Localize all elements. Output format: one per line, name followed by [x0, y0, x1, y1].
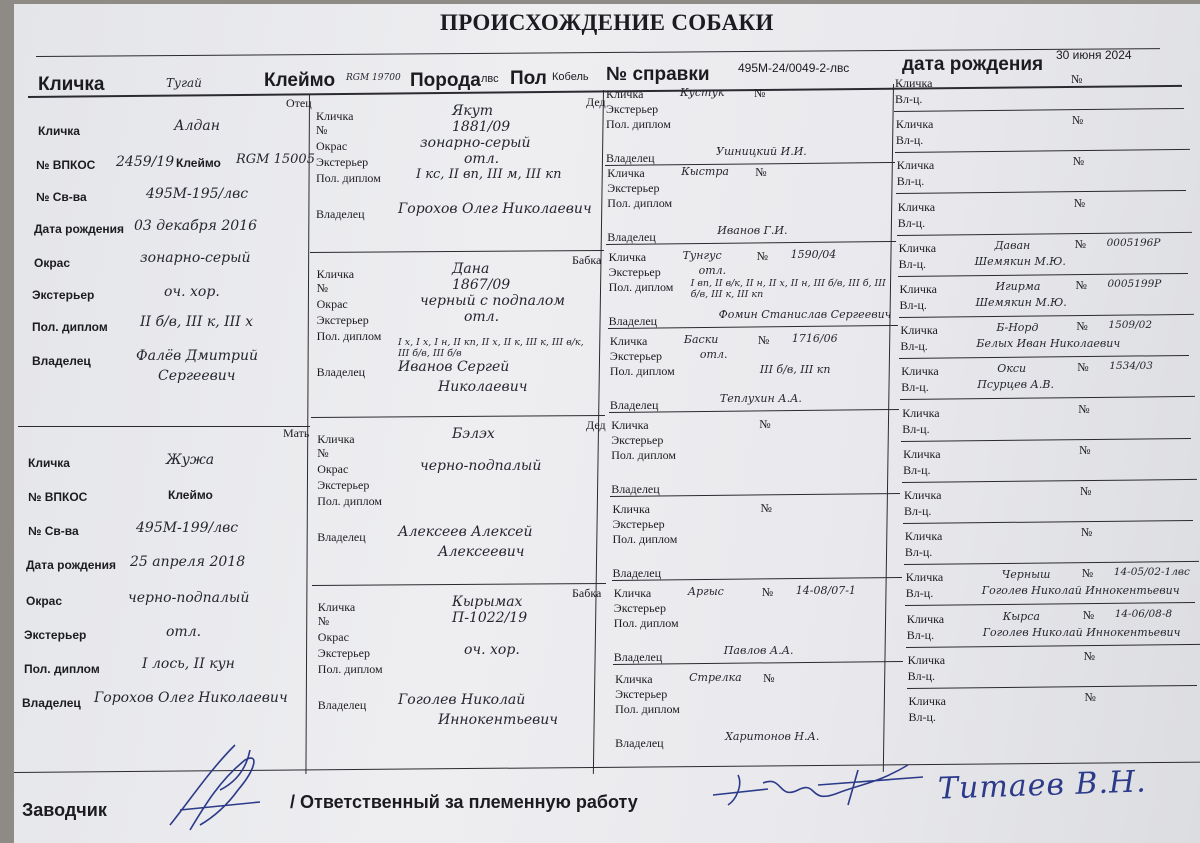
father-brand-label: Клеймо	[176, 156, 221, 170]
father-color-label: Окрас	[34, 256, 71, 270]
mother-owner: Горохов Олег Николаевич	[94, 690, 288, 706]
gen3-num: 1590/04	[790, 248, 837, 261]
gen3-owner-label: Владелец	[608, 314, 658, 328]
mother-dip: I лось, II кун	[142, 656, 235, 672]
gen3-name-label: Кличка	[615, 672, 653, 686]
gen3-dip: I вп, II в/к, II н, II х, II н, III б/в, III б, III б/в, III к, III кп	[690, 278, 886, 300]
gen2-dip-label: Пол. диплом	[317, 494, 382, 508]
gen4-vlc-label: Вл-ц.	[898, 257, 927, 271]
gen4-name-label: Кличка	[902, 406, 940, 420]
gen3-name: Баски	[683, 333, 719, 346]
gen4-name: Игирма	[995, 280, 1041, 293]
gen4-name-label: Кличка	[906, 612, 945, 626]
gen2-num-label: №	[317, 614, 330, 628]
header-sex-value: Кобель	[552, 71, 589, 83]
gen2-color: черный с подпалом	[420, 293, 565, 309]
gen3-owner-label: Владелец	[607, 230, 656, 244]
gen3-name-label: Кличка	[607, 166, 645, 180]
gen2-num: П-1022/19	[452, 610, 528, 626]
document-title: ПРОИСХОЖДЕНИЕ СОБАКИ	[440, 10, 774, 35]
gen4-name: Черныш	[1001, 568, 1051, 581]
mother-name-label: Кличка	[28, 456, 70, 470]
gen4-name-label: Кличка	[905, 570, 944, 584]
gen3-owner: Теплухин А.А.	[719, 392, 802, 405]
mother-ext: отл.	[166, 624, 202, 640]
gen4-vlc-label: Вл-ц.	[897, 216, 926, 230]
gen2-ext-label: Экстерьер	[316, 155, 369, 169]
gen4-vlc-label: Вл-ц.	[904, 545, 933, 559]
gen2-color: черно-подпалый	[420, 458, 542, 474]
mother-role: Мать	[283, 426, 310, 440]
father-dob-label: Дата рождения	[34, 222, 125, 236]
gen2-name-label: Кличка	[316, 109, 354, 123]
gen4-vlc-label: Вл-ц.	[895, 92, 923, 106]
gen3-owner-label: Владелец	[613, 650, 663, 664]
gen4-owner: Псурцев А.В.	[977, 378, 1054, 391]
father-sv: 495М-195/лвс	[146, 186, 249, 202]
mother-ext-label: Экстерьер	[24, 628, 87, 642]
gen3-dip-label: Пол. диплом	[615, 702, 680, 716]
gen3-owner: Фомин Станислав Сергеевич	[718, 308, 892, 321]
gen4-num-label: №	[1075, 278, 1087, 292]
father-dip: II б/в, III к, III х	[140, 314, 254, 330]
gen3-name-label: Кличка	[606, 87, 644, 101]
gen2-num: 1867/09	[452, 277, 511, 293]
gen3-owner: Павлов А.А.	[723, 644, 794, 657]
gen4-vlc-label: Вл-ц.	[901, 380, 929, 394]
gen3-ext-label: Экстерьер	[613, 601, 666, 615]
mother-color: черно-подпалый	[128, 590, 250, 606]
gen2-owner-label: Владелец	[316, 207, 365, 221]
gen4-num: 0005196Р	[1106, 237, 1161, 249]
header-birth-label: дата рождения	[902, 54, 1044, 75]
gen3-dip-label: Пол. диплом	[613, 616, 679, 630]
father-dob: 03 декабря 2016	[134, 218, 257, 234]
gen3-num-label: №	[761, 585, 774, 599]
gen2-dip-label: Пол. диплом	[316, 329, 382, 343]
gen3-owner-label: Владелец	[611, 482, 660, 496]
header-sex-label: Пол	[510, 68, 547, 89]
header-breed-value: лвс	[481, 73, 499, 85]
father-owner-line1: Фалёв Дмитрий	[136, 348, 259, 364]
gen4-name-label: Кличка	[899, 282, 937, 296]
gen3-owner-label: Владелец	[612, 566, 661, 580]
header-cert-label: № справки	[606, 64, 710, 85]
gen4-num-label: №	[1073, 196, 1086, 210]
gen3-dip-label: Пол. диплом	[607, 196, 673, 210]
mother-dob: 25 апреля 2018	[130, 554, 246, 570]
gen2-role: Дед	[586, 418, 606, 432]
gen2-role: Бабка	[572, 253, 602, 267]
gen4-num-label: №	[1076, 319, 1088, 333]
gen4-owner: Шемякин М.Ю.	[974, 255, 1066, 268]
header-brand-value: RGM 19700	[346, 73, 401, 83]
father-role: Отец	[286, 96, 312, 110]
gen3-ext-label: Экстерьер	[607, 181, 660, 195]
mother-dip-label: Пол. диплом	[24, 662, 100, 676]
gen3-owner-label: Владелец	[606, 151, 655, 165]
gen4-vlc-label: Вл-ц.	[895, 133, 924, 147]
gen2-color-label: Окрас	[316, 139, 348, 153]
responsible-signature-text: Титаев В.Н.	[937, 764, 1148, 807]
gen4-name-label: Кличка	[896, 158, 935, 172]
gen4-num-label: №	[1082, 608, 1095, 622]
gen4-name-label: Кличка	[908, 694, 946, 708]
gen3-ext: отл.	[698, 264, 727, 277]
gen3-owner: Иванов Г.И.	[717, 224, 788, 237]
breeder-label: Заводчик	[22, 800, 107, 820]
gen4-owner: Гоголев Николай Иннокентьевич	[981, 584, 1180, 597]
gen2-owner-line2: Николаевич	[438, 379, 528, 395]
gen3-owner-label: Владелец	[609, 398, 659, 412]
gen2-name-label: Кличка	[317, 600, 356, 614]
gen4-name-label: Кличка	[901, 364, 939, 378]
gen3-ext-label: Экстерьер	[612, 517, 665, 531]
gen2-name-label: Кличка	[316, 267, 355, 281]
gen4-num-label: №	[1072, 154, 1085, 168]
gen4-num-label: №	[1084, 690, 1096, 704]
gen3-owner-label: Владелец	[615, 736, 664, 750]
gen2-name: Бэлэх	[452, 426, 495, 442]
gen4-name: Даван	[994, 239, 1031, 252]
gen3-num-label: №	[763, 671, 775, 685]
gen2-dip: I х, I х, I н, II кп, II х, II к, III к, III в/к, III б/в, III б/в	[398, 337, 584, 359]
gen4-name-label: Кличка	[904, 488, 942, 502]
gen4-vlc-label: Вл-ц.	[906, 628, 935, 642]
gen4-name-label: Кличка	[895, 76, 933, 90]
father-dip-label: Пол. диплом	[32, 320, 108, 334]
gen2-color-label: Окрас	[317, 630, 349, 644]
gen4-name: Кырса	[1002, 610, 1040, 623]
gen4-num-label: №	[1080, 525, 1093, 539]
gen4-num-label: №	[1077, 360, 1089, 374]
gen3-name: Тунгус	[682, 249, 722, 262]
gen3-dip: III б/в, III кп	[759, 363, 831, 376]
gen4-owner: Гоголев Николай Иннокентьевич	[982, 626, 1181, 639]
gen2-ext-label: Экстерьер	[316, 313, 369, 327]
gen4-num: 14-06/08-8	[1114, 608, 1173, 620]
header-birth-value: 30 июня 2024	[1056, 48, 1132, 62]
header-name-value: Тугай	[166, 76, 202, 90]
gen2-owner-line1: Горохов Олег Николаевич	[398, 201, 592, 217]
gen4-num-label: №	[1079, 443, 1091, 457]
header-cert-value: 495М-24/0049-2-лвс	[738, 61, 850, 75]
gen3-name: Кыстра	[681, 165, 729, 178]
gen4-num: 1534/03	[1109, 360, 1153, 372]
gen2-owner-line1: Гоголев Николай	[398, 692, 526, 708]
header-breed-label: Порода	[410, 70, 481, 91]
father-sv-label: № Св-ва	[36, 190, 87, 204]
gen4-vlc-label: Вл-ц.	[903, 463, 931, 477]
gen4-num-label: №	[1083, 649, 1096, 663]
gen3-ext-label: Экстерьер	[611, 433, 664, 447]
gen4-name-label: Кличка	[898, 241, 937, 255]
gen2-ext-label: Экстерьер	[317, 646, 370, 660]
gen3-ext-label: Экстерьер	[608, 265, 661, 279]
gen3-name-label: Кличка	[611, 418, 649, 432]
gen4-vlc-label: Вл-ц.	[902, 422, 930, 436]
mother-dob-label: Дата рождения	[26, 558, 117, 572]
gen3-dip-label: Пол. диплом	[606, 117, 671, 131]
gen4-num-label: №	[1071, 113, 1084, 127]
gen4-num-label: №	[1080, 484, 1092, 498]
gen2-dip: I кс, II вп, III м, III кп	[416, 167, 562, 182]
gen4-num-label: №	[1074, 237, 1087, 251]
gen4-num: 0005199Р	[1107, 278, 1162, 290]
gen2-color: зонарно-серый	[420, 135, 531, 151]
gen3-dip-label: Пол. диплом	[609, 364, 675, 378]
gen3-num-label: №	[760, 501, 772, 515]
father-ext: оч. хор.	[164, 284, 220, 300]
gen4-vlc-label: Вл-ц.	[907, 669, 936, 683]
gen4-name-label: Кличка	[904, 529, 943, 543]
gen4-name: Окси	[997, 362, 1027, 375]
father-ext-label: Экстерьер	[32, 288, 95, 302]
father-vpkos-label: № ВПКОС	[36, 158, 96, 172]
gen2-name-label: Кличка	[317, 432, 355, 446]
gen4-name: Б-Норд	[996, 321, 1039, 334]
gen3-dip-label: Пол. диплом	[608, 280, 674, 294]
father-color: зонарно-серый	[140, 250, 251, 266]
gen4-name-label: Кличка	[897, 200, 936, 214]
gen2-num-label: №	[316, 281, 329, 295]
mother-color-label: Окрас	[26, 594, 63, 608]
gen2-name: Дана	[452, 261, 490, 277]
mother-owner-label: Владелец	[22, 696, 81, 710]
gen3-owner: Ушницкий И.И.	[716, 145, 807, 158]
gen2-role: Дед	[586, 95, 606, 109]
gen4-vlc-label: Вл-ц.	[899, 298, 927, 312]
gen2-name: Якут	[452, 103, 494, 119]
gen2-dip-label: Пол. диплом	[317, 662, 383, 676]
gen3-num-label: №	[759, 417, 771, 431]
gen4-num: 1509/02	[1108, 319, 1153, 331]
gen3-ext-label: Экстерьер	[606, 102, 659, 116]
gen2-owner-line1: Алексеев Алексей	[398, 524, 533, 540]
father-brand: RGM 15005	[236, 152, 315, 167]
father-vpkos: 2459/19	[116, 154, 175, 170]
gen3-name: Кустук	[680, 86, 725, 99]
gen3-dip-label: Пол. диплом	[611, 448, 676, 462]
father-name: Алдан	[174, 118, 220, 134]
gen4-vlc-label: Вл-ц.	[905, 586, 934, 600]
gen4-num-label: №	[1078, 402, 1090, 416]
gen3-num: 1716/06	[791, 332, 838, 345]
gen2-owner-label: Владелец	[317, 698, 367, 712]
header-brand-label: Клеймо	[264, 70, 336, 91]
father-owner-label: Владелец	[32, 354, 91, 368]
gen4-name-label: Кличка	[907, 653, 946, 667]
gen4-vlc-label: Вл-ц.	[900, 339, 928, 353]
mother-name: Жужа	[166, 452, 215, 468]
gen3-owner: Харитонов Н.А.	[725, 730, 820, 743]
gen4-vlc-label: Вл-ц.	[904, 504, 932, 518]
gen4-name-label: Кличка	[895, 117, 934, 131]
gen3-num-label: №	[754, 86, 766, 100]
breeder-signature-icon	[150, 730, 290, 840]
father-name-label: Кличка	[38, 124, 80, 138]
gen2-owner-label: Владелец	[316, 365, 366, 379]
gen2-name: Кырымах	[452, 594, 523, 610]
gen4-num-label: №	[1071, 72, 1083, 86]
gen3-name-label: Кличка	[608, 250, 647, 264]
gen3-name-label: Кличка	[612, 502, 650, 516]
gen3-num: 14-08/07-1	[795, 584, 856, 597]
gen4-name-label: Кличка	[900, 323, 938, 337]
mother-vpkos-label: № ВПКОС	[28, 490, 88, 504]
responsible-signature-icon	[708, 755, 938, 815]
gen2-owner-label: Владелец	[317, 530, 366, 544]
gen3-dip-label: Пол. диплом	[612, 532, 678, 546]
gen2-ext: отл.	[464, 309, 500, 325]
gen3-num-label: №	[755, 165, 767, 179]
gen2-color-label: Окрас	[317, 462, 349, 476]
gen3-ext-label: Экстерьер	[615, 687, 668, 701]
gen3-ext-label: Экстерьер	[609, 349, 663, 363]
gen2-num: 1881/09	[452, 119, 511, 135]
gen2-num-label: №	[317, 446, 329, 460]
gen4-owner: Белых Иван Николаевич	[976, 337, 1121, 350]
parents-divider	[18, 426, 310, 427]
mother-sv-label: № Св-ва	[28, 524, 79, 538]
header-name-label: Кличка	[38, 74, 105, 95]
gen4-num-label: №	[1081, 566, 1094, 580]
gen3-name: Аргыс	[687, 585, 724, 598]
gen3-name-label: Кличка	[609, 334, 648, 348]
gen3-ext: отл.	[699, 348, 728, 361]
mother-sv: 495М-199/лвс	[136, 520, 239, 536]
gen2-owner-line2: Иннокентьевич	[438, 712, 559, 728]
gen2-role: Бабка	[572, 586, 602, 600]
gen2-dip-label: Пол. диплом	[316, 171, 381, 185]
gen2-owner-line1: Иванов Сергей	[398, 359, 510, 375]
gen4-num: 14-05/02-1лвс	[1113, 566, 1190, 578]
gen4-name-label: Кличка	[903, 447, 941, 461]
gen4-vlc-label: Вл-ц.	[908, 710, 936, 724]
mother-brand-label: Клеймо	[168, 488, 213, 502]
gen2-ext: отл.	[464, 151, 500, 167]
gen3-num-label: №	[757, 333, 770, 347]
father-owner-line2: Сергеевич	[158, 368, 236, 384]
gen3-name: Стрелка	[689, 671, 742, 684]
gen2-num-label: №	[316, 123, 328, 137]
gen2-ext-label: Экстерьер	[317, 478, 370, 492]
gen4-vlc-label: Вл-ц.	[896, 174, 925, 188]
gen3-num-label: №	[756, 249, 769, 263]
gen2-ext: оч. хор.	[464, 642, 520, 658]
gen4-owner: Шемякин М.Ю.	[975, 296, 1067, 309]
gen2-color-label: Окрас	[316, 297, 348, 311]
gen2-owner-line2: Алексеевич	[438, 544, 525, 560]
gen3-name-label: Кличка	[613, 586, 652, 600]
responsible-label: / Ответственный за племенную работу	[290, 792, 638, 812]
